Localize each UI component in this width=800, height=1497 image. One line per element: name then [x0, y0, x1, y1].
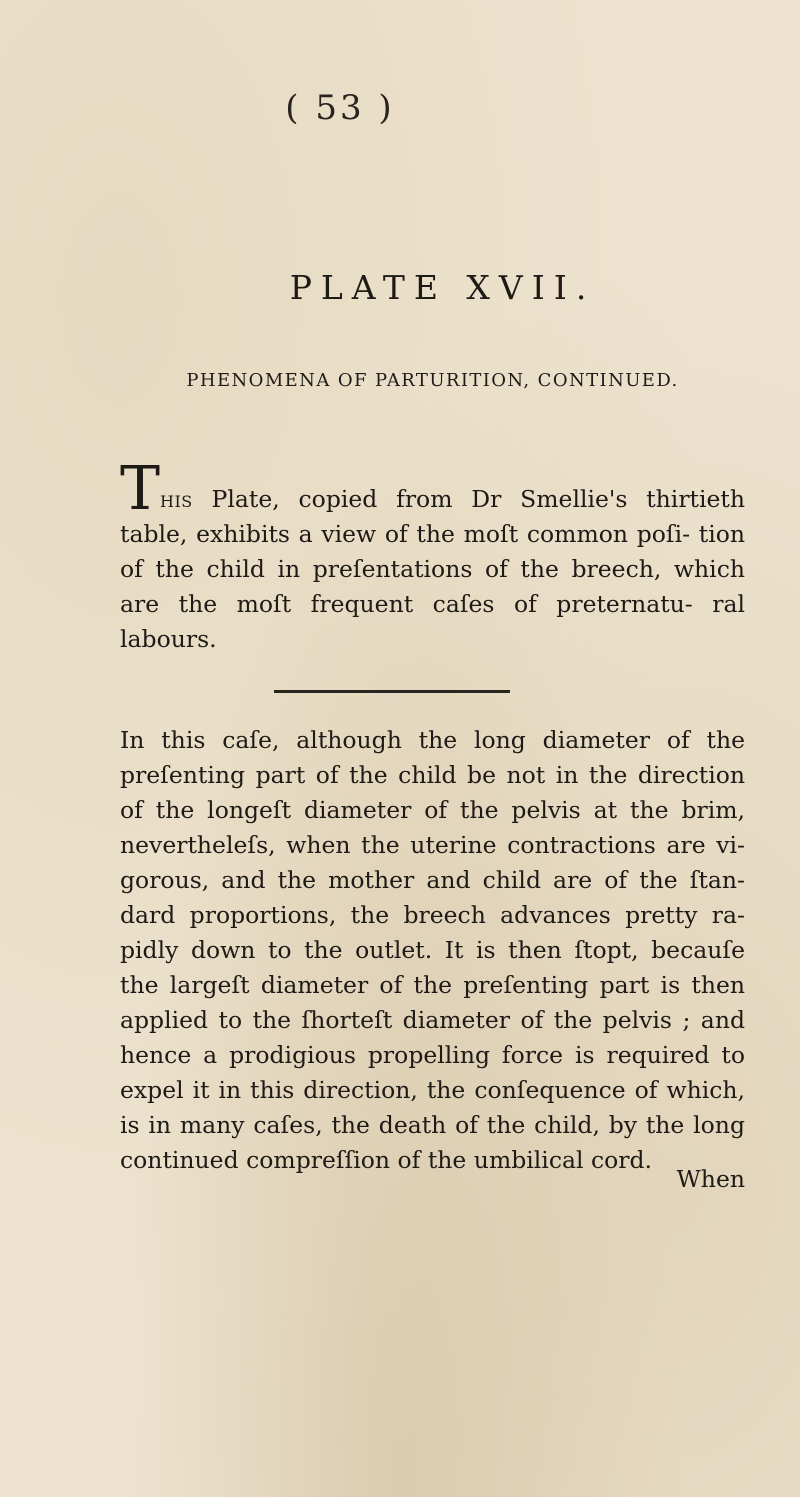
- plate-title: PLATE XVII.: [289, 268, 596, 307]
- paragraph-body: In this caſe, although the long diameter of the preſenting part of the child be not in the direction of the longeſt diameter of the pelvis at the brim, nevertheleſs, when the uterine contractions are vi- gorous, and the mother and child are of the ſtan- dard proportions, the breech advances pretty ra- pidly down to the outlet. It is then ſtopt, becauſe the largeſt diameter of the preſenting part is then applied to the ſhorteſt diameter of the pelvis ; and hence a prodigious propelling force is required to expel it in this direction, the conſequence of which, is in many caſes, the death of the child, by the long continued compreſſion of the umbilical cord.: [120, 726, 745, 1174]
- section-divider: [274, 690, 510, 693]
- paragraph-intro: [120, 454, 745, 657]
- drop-cap: T: [120, 454, 161, 524]
- catchword: When: [676, 1165, 745, 1193]
- section-subtitle: PHENOMENA OF PARTURITION, CONTINUED.: [186, 370, 679, 391]
- paragraph-intro-text: Plate, copied from Dr Smellie's thirtieth table, exhibits a view of the moſt common poſi- tion of the child in preſentations of the breech, which are the moſt frequent caſes of preternatu- ral labours.: [120, 485, 745, 653]
- book-page: [120, 0, 745, 1497]
- small-caps-word: his: [160, 485, 193, 513]
- page-number: ( 53 ): [285, 88, 395, 128]
